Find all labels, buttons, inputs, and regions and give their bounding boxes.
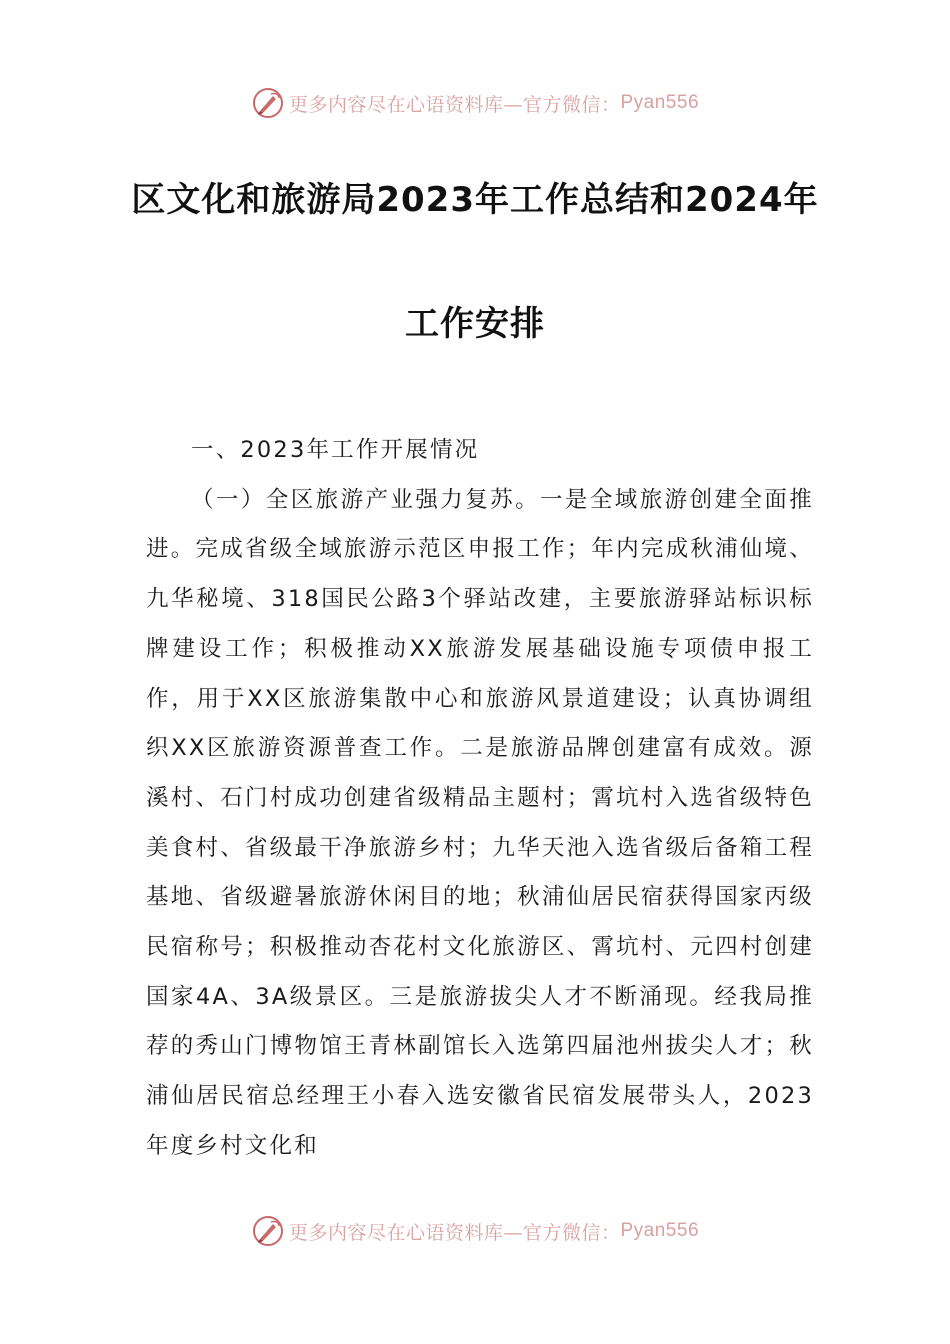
watermark-text: 更多内容尽在心语资料库—官方微信： — [288, 1221, 621, 1244]
pen-logo-icon — [251, 1214, 285, 1248]
document-body — [146, 426, 814, 1172]
paragraph: （一）全区旅游产业强力复苏。一是全域旅游创建全面推进。完成省级全域旅游示范区申报工作；年内完成秋浦仙境、九华秘境、318国民公路3个驿站改建，主要旅游驿站标识标牌建设工作；积极推动XX旅游发展基础设施专项债申报工作，用于XX区旅游集散中心和旅游风景道建设；认真协调组织XX区旅游资源普查工作。二是旅游品牌创建富有成效。源溪村、石门村成功创建省级精品主题村；霄坑村入选省级特色美食村、省级最干净旅游乡村；九华天池入选省级后备箱工程基地、省级避暑旅游休闲目的地；秋浦仙居民宿获得国家丙级民宿称号；积极推动杏花村文化旅游区、霄坑村、元四村创建国家4A、3A级景区。三是旅游拔尖人才不断涌现。经我局推荐的秀山门博物馆王青林副馆长入选第四届池州拔尖人才；秋浦仙居民宿总经理王小春入选安徽省民宿发展带头人，2023年度乡村文化和 — [146, 486, 814, 1159]
pen-logo-icon — [251, 86, 285, 120]
watermark-handle: Pyan556 — [620, 92, 700, 113]
watermark-bottom — [0, 1211, 950, 1251]
document-title-line2: 工作安排 — [405, 304, 545, 344]
section-heading: 一、2023年工作开展情况 — [191, 437, 480, 463]
watermark-text: 更多内容尽在心语资料库—官方微信： — [288, 93, 621, 116]
document-title-line1: 区文化和旅游局2023年工作总结和2024年 — [131, 180, 819, 220]
watermark-handle: Pyan556 — [620, 1220, 700, 1241]
watermark-top — [0, 83, 950, 123]
